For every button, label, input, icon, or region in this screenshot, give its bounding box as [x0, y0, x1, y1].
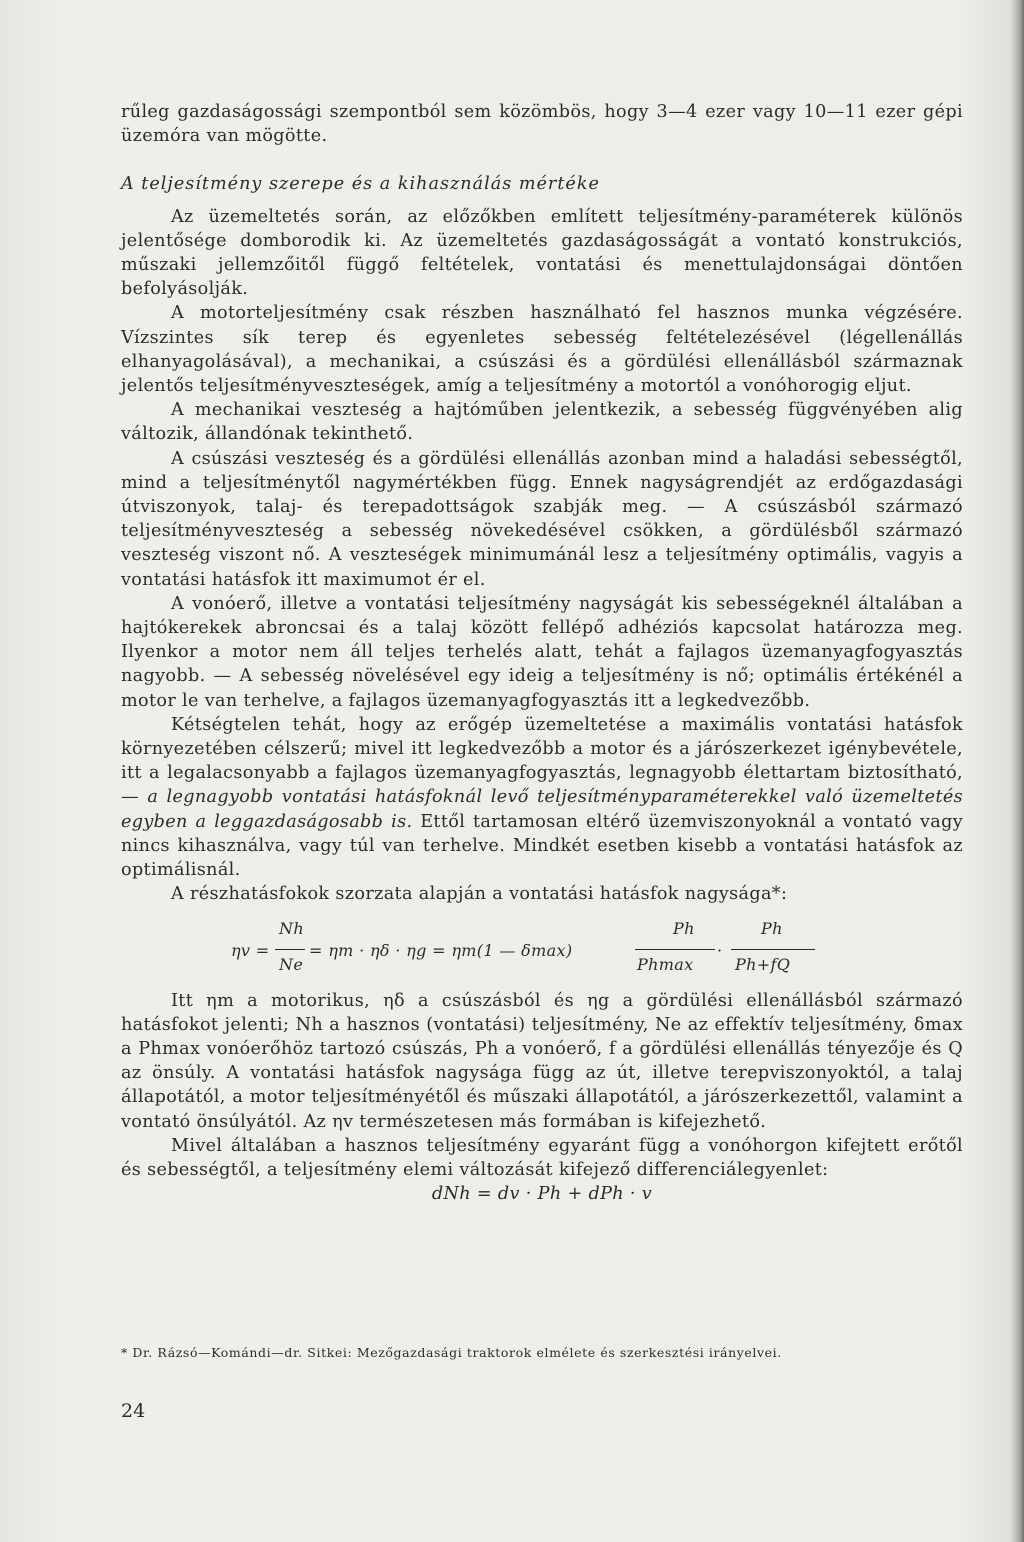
paragraph: A csúszási veszteség és a gördülési ellenállás azonban mind a haladási sebességtől, mind a teljesítménytől nagymértékben függ. Ennek nagyságrendjét az erdőgazdasági útviszonyok, talaj- és terepadottságok szabják meg. — A csúszásból származó teljesítményveszteség a sebesség növekedésével csökken, a gördülésből származó veszteség viszont nő. A veszteségek minimumánál lesz a teljesítmény optimális, vagyis a vontatási hatásfok itt maximumot ér el. — [121, 448, 963, 590]
differential-equation: dNh = dv · Ph + dPh · v — [431, 1184, 653, 1205]
page-number: 24 — [121, 1400, 146, 1422]
formula-dot: · — [717, 940, 723, 960]
fraction-bar — [731, 949, 815, 950]
formula-numerator: Nh — [279, 918, 305, 938]
emphasized-text: a legnagyobb vontatási hatásfoknál levő teljesítményparaméterekkel való üzemeltetés egyben a leggazdaságosabb is. — [121, 787, 964, 832]
paragraph: Itt ηm a motorikus, ηδ a csúszásból és ηg a gördülési ellenállásból származó hatásfokot jelenti; Nh a hasznos (vontatási) teljesítmény, Ne az effektív teljesítmény, δmax a Phmax vonóerőhöz tartozó csúszás, Ph a vonóerő, f a gördülési ellenállás tényezője és Q az önsúly. A vontatási hatásfok nagysága függ az út, illetve terepviszonyoktól, a talaj állapotától, a motor teljesítményétől és műszaki állapotától, a járószerkezettől, valamint a vontató önsúlyától. Az ηv természetesen más formában is kifejezhető. — [121, 990, 963, 1132]
fraction-bar — [635, 949, 715, 950]
formula-numerator: Ph — [673, 918, 695, 938]
formula-denominator: Ph+fQ — [735, 954, 791, 974]
formula-denominator: Phmax — [637, 954, 694, 974]
paragraph: A mechanikai veszteség a hajtóműben jelentkezik, a sebesség függvényében alig változik, állandónak tekinthető. — [121, 400, 963, 445]
formula-numerator: Ph — [761, 918, 783, 938]
paragraph-continuation: rűleg gazdaságossági szempontból sem közömbös, hogy 3—4 ezer vagy 10—11 ezer gépi üzemóra van mögötte. — [121, 102, 963, 147]
footnote: * Dr. Rázsó—Komándi—dr. Sitkei: Mezőgazdasági traktorok elmélete és szerkesztési irányelvei. — [121, 1345, 782, 1360]
formula-denominator: Ne — [279, 954, 304, 974]
paragraph-emphasis — [121, 713, 963, 882]
body-text — [121, 100, 963, 1206]
formula-middle: = ηm · ηδ · ηg = ηm(1 — δmax) — [309, 940, 573, 960]
formula-lhs: ηv = — [231, 940, 270, 960]
fraction-bar — [275, 949, 305, 950]
section-heading: A teljesítmény szerepe és a kihasználás mértéke — [121, 174, 600, 195]
paragraph: Az üzemeltetés során, az előzőkben említett teljesítmény-paraméterek különös jelentősége domborodik ki. Az üzemeltetés gazdaságosságát a vontató konstrukciós, műszaki jellemzőitől függő feltételek, vontatási és menettulajdonságai döntően befolyásolják. — [121, 206, 963, 300]
page-edge-shadow — [1010, 0, 1024, 1542]
paragraph: A vonóerő, illetve a vontatási teljesítmény nagyságát kis sebességeknél általában a hajtókerekek abroncsai és a talaj között fellépő adhéziós kapcsolat határozza meg. Ilyenkor a motor nem áll teljes terhelés alatt, tehát a fajlagos üzemanyagfogyasztás nagyobb. — A sebesség növelésével egy ideig a teljesítmény is nő; optimális értékénél a motor le van terhelve, a fajlagos üzemanyagfogyasztás itt a legkedvezőbb. — [121, 593, 963, 711]
efficiency-formula — [121, 917, 963, 981]
paragraph-part: Ettől tartamosan eltérő üzemviszonyoknál a vontató vagy nincs kihasználva, vagy túl van terhelve. Mindkét esetben kisebb a vontatási hatásfok az optimálisnál. — [121, 811, 963, 881]
paragraph: Mivel általában a hasznos teljesítmény egyaránt függ a vonóhorgon kifejtett erőtől és sebességtől, a teljesítmény elemi változását kifejező differenciálegyenlet: — [121, 1135, 963, 1180]
paragraph: A részhatásfokok szorzata alapján a vontatási hatásfok nagysága*: — [171, 884, 788, 905]
paragraph: A motorteljesítmény csak részben használható fel hasznos munka végzésére. Vízszintes sík terep és egyenletes sebesség feltételezésével (légellenállás elhanyagolásával), a mechanikai, a csúszási és a gördülési ellenállásból származnak jelentős teljesítményveszteségek, amíg a teljesítmény a motortól a vonóhorogig eljut. — [121, 303, 963, 397]
paragraph-part: Kétségtelen tehát, hogy az erőgép üzemeltetése a maximális vontatási hatásfok környezetében célszerű; mivel itt legkedvezőbb a motor és a járószerkezet igénybevétele, itt a legalacsonyabb a fajlagos üzemanyagfogyasztás, legnagyobb élettartam biztosítható, — — [121, 714, 963, 808]
